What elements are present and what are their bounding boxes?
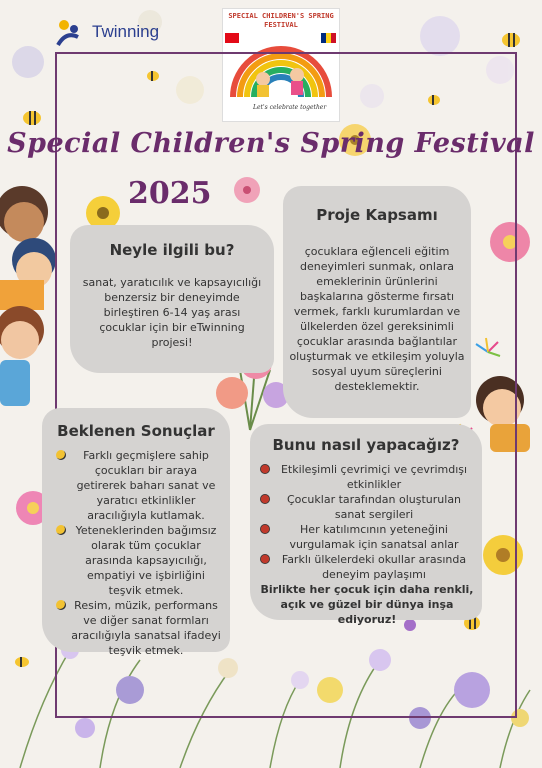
- card-how-list: [260, 462, 474, 627]
- card-outcomes: [42, 408, 230, 657]
- card-about: [70, 225, 274, 373]
- card-about-heading: Neyle ilgili bu?: [109, 241, 235, 259]
- bee-icon: [56, 525, 66, 535]
- card-how: [250, 424, 482, 626]
- ladybug-icon: [260, 464, 270, 474]
- twinning-logo-text: Twinning: [92, 22, 160, 41]
- ladybug-icon: [260, 494, 270, 504]
- bee-icon: [56, 450, 66, 460]
- list-item: Her katılımcının yeteneğini vurgulamak için sanatsal anlar: [260, 522, 474, 552]
- list-item: Etkileşimli çevrimiçi ve çevrimdışı etkinlikler: [260, 462, 474, 492]
- page-title: Special Children's Spring Festival: [7, 128, 535, 159]
- list-item: Resim, müzik, performans ve diğer sanat formları aracılığıyla sanatsal ifadeyi teşvik etmek.: [56, 598, 222, 658]
- ladybug-icon: [260, 554, 270, 564]
- list-item: Farklı ülkelerdeki okullar arasında deneyim paylaşımı: [260, 552, 474, 582]
- card-scope: [283, 186, 471, 418]
- twinning-logo: [52, 12, 159, 52]
- list-item: Farklı geçmişlere sahip çocukları bir araya getirerek baharı sanat ve yaratıcı etkinlikler aracılığıyla kutlamak.: [56, 448, 222, 523]
- card-scope-heading: Proje Kapsamı: [316, 206, 438, 224]
- card-outcomes-list: [56, 448, 222, 658]
- ladybug-icon: [260, 524, 270, 534]
- list-item: Yeteneklerinden bağımsız olarak tüm çocuklar arasında kapsayıcılığı, empatiyi ve işbirliğini teşvik etmek.: [56, 523, 222, 598]
- bee-icon: [56, 600, 66, 610]
- card-about-body: sanat, yaratıcılık ve kapsayıcılığı benzersiz bir deneyimde birleştiren 6-14 yaş arası çocuklar için bir eTwinning projesi!: [82, 276, 262, 349]
- closing-statement: Birlikte her çocuk için daha renkli, açık ve güzel bir dünya inşa ediyoruz!: [260, 583, 474, 626]
- card-outcomes-heading: Beklenen Sonuçlar: [57, 422, 215, 440]
- card-scope-body: çocuklara eğlenceli eğitim deneyimleri sunmak, onlara emeklerinin ürünlerini başkalarına gösterme fırsatı vermek, farklı kurumlardan ve ülkelerden özel gereksinimli çocuklar arasında bağlantılar oluşturmak ve etkileşim yoluyla sosyal uyum süreçlerini desteklemektir.: [289, 245, 465, 393]
- twinning-logo-icon: [52, 15, 86, 49]
- year-label: 2025: [128, 176, 212, 211]
- badge-tagline: Let's celebrate together: [253, 104, 327, 111]
- list-item: Çocuklar tarafından oluşturulan sanat sergileri: [260, 492, 474, 522]
- badge-title: SPECIAL CHILDREN'S SPRING FESTIVAL: [228, 12, 334, 29]
- card-how-heading: Bunu nasıl yapacağız?: [272, 436, 460, 454]
